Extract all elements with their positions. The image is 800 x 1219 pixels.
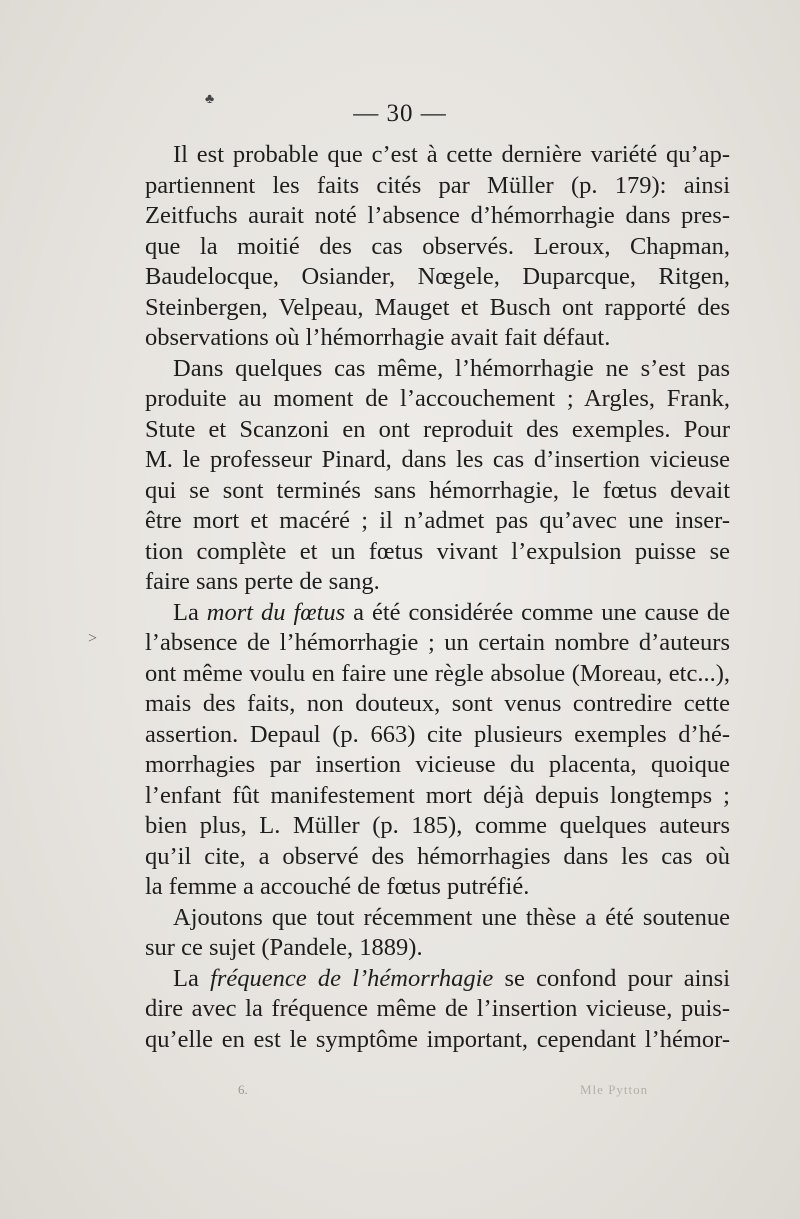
text-line: mais des faits, non douteux, sont venus contredire cette	[145, 690, 730, 717]
text-line	[145, 964, 730, 995]
text-line: morrhagies par insertion vicieuse du placenta, quoique	[145, 751, 730, 778]
body-text	[145, 140, 730, 1055]
text-line: la femme a accouché de fœtus putréfié.	[145, 873, 530, 900]
text-line: bien plus, L. Müller (p. 185), comme quelques auteurs	[145, 812, 730, 839]
margin-mark: >	[88, 630, 98, 647]
italic-phrase: fréquence de l’hémorrhagie	[210, 964, 494, 992]
text-line: Zeitfuchs aurait noté l’absence d’hémorrhagie dans pres-	[145, 202, 730, 229]
text-line: l’absence de l’hémorrhagie ; un certain nombre d’auteurs	[145, 629, 730, 656]
text-line: ont même voulu en faire une règle absolue (Moreau, etc...),	[145, 659, 730, 687]
bleed-through-text: Mle Pytton	[580, 1082, 649, 1097]
text-segment: se confond pour ainsi	[493, 964, 731, 992]
signature-mark: 6.	[238, 1082, 248, 1097]
text-line: tion complète et un fœtus vivant l’expulsion puisse se	[145, 537, 730, 565]
text-line: Il est probable que c’est à cette dernière variété qu’ap-	[173, 141, 730, 168]
text-line: Ajoutons que tout récemment une thèse a été soutenue	[173, 903, 730, 931]
text-line: Baudelocque, Osiander, Nœgele, Duparcque, Ritgen,	[145, 263, 730, 290]
page-number: — 30 —	[353, 100, 447, 127]
italic-phrase: mort du fœtus	[206, 598, 346, 626]
text-line: qu’elle en est le symptôme important, cependant l’hémor-	[145, 1025, 730, 1053]
text-line: Stute et Scanzoni en ont reproduit des exemples. Pour	[145, 415, 730, 443]
text-line: dire avec la fréquence même de l’insertion vicieuse, puis-	[145, 995, 730, 1022]
text-line: faire sans perte de sang.	[145, 568, 380, 595]
text-line	[145, 598, 730, 629]
text-line: produite au moment de l’accouchement ; Argles, Frank,	[145, 385, 730, 412]
text-segment: La	[173, 964, 211, 992]
text-line: Dans quelques cas même, l’hémorrhagie ne s’est pas	[173, 354, 730, 382]
text-line: observations où l’hémorrhagie avait fait défaut.	[145, 324, 611, 351]
text-line: M. le professeur Pinard, dans les cas d’insertion vicieuse	[145, 446, 730, 473]
text-line: Steinbergen, Velpeau, Mauget et Busch ont rapporté des	[145, 293, 730, 321]
text-line: partiennent les faits cités par Müller (p. 179): ainsi	[145, 171, 730, 199]
text-segment: a été considérée comme une cause de	[345, 598, 731, 626]
text-line: être mort et macéré ; il n’admet pas qu’avec une inser-	[145, 507, 730, 534]
text-line: assertion. Depaul (p. 663) cite plusieurs exemples d’hé-	[145, 720, 730, 748]
ink-mark: ♣	[205, 92, 215, 107]
text-segment: La	[173, 598, 207, 626]
text-line: qui se sont terminés sans hémorrhagie, le fœtus devait	[145, 476, 730, 504]
text-line: qu’il cite, a observé des hémorrhagies dans les cas où	[145, 842, 730, 870]
text-line: que la moitié des cas observés. Leroux, Chapman,	[145, 232, 730, 260]
text-line: l’enfant fût manifestement mort déjà depuis longtemps ;	[145, 781, 730, 809]
text-line: sur ce sujet (Pandele, 1889).	[145, 934, 423, 961]
